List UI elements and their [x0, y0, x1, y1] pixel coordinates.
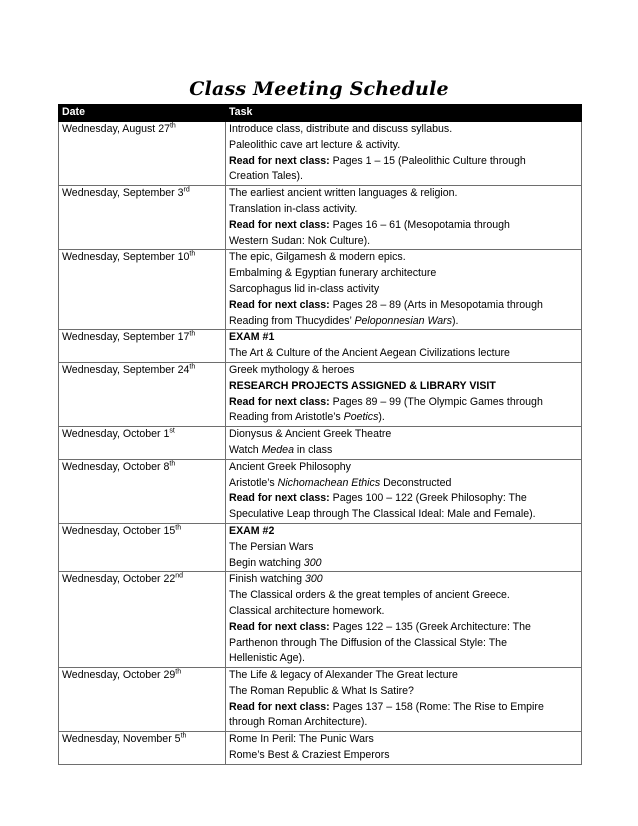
schedule-rows	[59, 122, 582, 765]
task-line	[229, 154, 578, 170]
table-row	[59, 732, 582, 765]
task-text: Finish watching	[229, 573, 305, 586]
task-text: ).	[452, 314, 459, 327]
date-ordinal-suffix: th	[189, 330, 196, 338]
task-text-bold: Read for next class:	[229, 395, 330, 408]
task-line	[229, 684, 578, 700]
task-line	[229, 748, 578, 764]
task-line	[229, 186, 578, 202]
task-line	[229, 234, 578, 250]
task-cell	[226, 459, 582, 523]
date-text: Wednesday, October 22	[62, 573, 176, 586]
task-cell	[226, 572, 582, 668]
task-text: through Roman Architecture).	[229, 716, 368, 729]
date-ordinal-suffix: th	[189, 250, 196, 258]
date-text: Wednesday, November 5	[62, 733, 181, 746]
date-cell	[59, 427, 226, 460]
schedule-table	[58, 104, 582, 765]
task-line	[229, 476, 578, 492]
page-title: Class Meeting Schedule	[189, 78, 449, 100]
task-text: Sarcophagus lid in-class activity	[229, 282, 380, 295]
table-row	[59, 330, 582, 363]
task-text: Aristotle’s	[229, 476, 278, 489]
task-line	[229, 169, 578, 185]
task-line	[229, 668, 578, 684]
table-row	[59, 523, 582, 571]
table-row	[59, 572, 582, 668]
task-text: Reading from Thucydides’	[229, 314, 355, 327]
task-text: The Roman Republic & What Is Satire?	[229, 684, 414, 697]
task-text-italic: 300	[304, 573, 323, 586]
table-row	[59, 427, 582, 460]
task-text: The Persian Wars	[229, 540, 314, 553]
task-text: Rome’s Best & Craziest Emperors	[229, 749, 390, 762]
task-text: Greek mythology & heroes	[229, 363, 355, 376]
task-line	[229, 572, 578, 588]
task-text-italic: Nichomachean Ethics	[277, 476, 381, 489]
task-text: The Life & legacy of Alexander The Great lecture	[229, 669, 458, 682]
date-cell	[59, 362, 226, 426]
task-cell	[226, 427, 582, 460]
task-line	[229, 122, 578, 138]
task-text: Pages 28 – 89 (Arts in Mesopotamia through	[329, 298, 543, 311]
task-line	[229, 700, 578, 716]
task-text-bold: EXAM #1	[229, 331, 275, 344]
task-line	[229, 298, 578, 314]
table-row	[59, 668, 582, 732]
task-cell	[226, 330, 582, 363]
date-ordinal-suffix: th	[180, 732, 187, 740]
task-text: Reading from Aristotle’s	[229, 411, 344, 424]
task-cell	[226, 362, 582, 426]
date-column-header: Date	[59, 105, 226, 122]
task-text: Parthenon through The Diffusion of the Classical Style: The	[229, 636, 507, 649]
task-text-bold: EXAM #2	[229, 524, 275, 537]
task-text: Creation Tales).	[229, 170, 303, 183]
task-text: Pages 137 – 158 (Rome: The Rise to Empire	[329, 700, 544, 713]
task-line	[229, 202, 578, 218]
task-cell	[226, 732, 582, 765]
table-row	[59, 362, 582, 426]
task-text: The Art & Culture of the Ancient Aegean Civilizations lecture	[229, 347, 510, 360]
task-cell	[226, 523, 582, 571]
date-text: Wednesday, October 1	[62, 428, 170, 441]
task-text: Pages 89 – 99 (The Olympic Games through	[329, 395, 543, 408]
task-text-bold: RESEARCH PROJECTS ASSIGNED & LIBRARY VISIT	[229, 379, 496, 392]
task-cell	[226, 668, 582, 732]
date-text: Wednesday, October 15	[62, 524, 176, 537]
task-text: Deconstructed	[380, 476, 452, 489]
date-ordinal-suffix: th	[175, 524, 182, 532]
task-line	[229, 395, 578, 411]
date-ordinal-suffix: th	[175, 668, 182, 676]
task-text: Speculative Leap through The Classical Ideal: Male and Female).	[229, 508, 536, 521]
task-text: Pages 122 – 135 (Greek Architecture: The	[329, 620, 531, 633]
task-text: Paleolithic cave art lecture & activity.	[229, 138, 401, 151]
date-cell	[59, 459, 226, 523]
date-text: Wednesday, September 24	[62, 363, 190, 376]
task-line	[229, 410, 578, 426]
date-cell	[59, 330, 226, 363]
task-text: Rome In Peril: The Punic Wars	[229, 733, 374, 746]
task-line	[229, 266, 578, 282]
task-text: Pages 100 – 122 (Greek Philosophy: The	[329, 492, 527, 505]
task-line	[229, 346, 578, 362]
task-text-bold: Read for next class:	[229, 700, 330, 713]
task-text-bold: Read for next class:	[229, 492, 330, 505]
task-text: Translation in-class activity.	[229, 202, 358, 215]
task-text: Pages 1 – 15 (Paleolithic Culture through	[329, 154, 526, 167]
task-line	[229, 427, 578, 443]
task-text: Dionysus & Ancient Greek Theatre	[229, 428, 392, 441]
task-text: ).	[378, 411, 385, 424]
task-line	[229, 620, 578, 636]
task-text-bold: Read for next class:	[229, 154, 330, 167]
task-line	[229, 491, 578, 507]
task-text: Classical architecture homework.	[229, 604, 385, 617]
date-ordinal-suffix: th	[189, 363, 196, 371]
task-column-header: Task	[226, 105, 582, 122]
date-text: Wednesday, September 10	[62, 251, 190, 264]
task-line	[229, 651, 578, 667]
task-line	[229, 282, 578, 298]
table-row	[59, 186, 582, 250]
task-line	[229, 314, 578, 330]
task-text: Ancient Greek Philosophy	[229, 460, 351, 473]
task-text: Introduce class, distribute and discuss syllabus.	[229, 123, 453, 135]
date-ordinal-suffix: th	[169, 122, 176, 130]
task-text-bold: Read for next class:	[229, 298, 330, 311]
task-text-italic: 300	[303, 556, 322, 569]
date-cell	[59, 668, 226, 732]
date-cell	[59, 732, 226, 765]
date-cell	[59, 572, 226, 668]
task-cell	[226, 122, 582, 186]
task-line	[229, 138, 578, 154]
task-line	[229, 524, 578, 540]
date-ordinal-suffix: nd	[175, 572, 184, 580]
task-text: Begin watching	[229, 556, 304, 569]
date-cell	[59, 122, 226, 186]
task-text: Watch	[229, 443, 262, 456]
task-text: Western Sudan: Nok Culture).	[229, 234, 371, 247]
task-text: The Classical orders & the great temples of ancient Greece.	[229, 589, 510, 602]
task-text-italic: Poetics	[343, 411, 379, 424]
task-line	[229, 507, 578, 523]
date-text: Wednesday, October 8	[62, 460, 170, 473]
task-line	[229, 588, 578, 604]
task-text: in class	[293, 443, 333, 456]
task-cell	[226, 250, 582, 330]
date-ordinal-suffix: rd	[183, 186, 190, 194]
task-text: The earliest ancient written languages & religion.	[229, 187, 458, 200]
date-text: Wednesday, August 27	[62, 123, 170, 135]
table-row	[59, 459, 582, 523]
task-line	[229, 443, 578, 459]
task-text: Hellenistic Age).	[229, 652, 305, 665]
task-cell	[226, 186, 582, 250]
task-line	[229, 363, 578, 379]
task-text-bold: Read for next class:	[229, 620, 330, 633]
task-text-italic: Peloponnesian Wars	[354, 314, 453, 327]
task-line	[229, 379, 578, 395]
task-line	[229, 460, 578, 476]
task-line	[229, 604, 578, 620]
task-text-italic: Medea	[261, 443, 294, 456]
task-line	[229, 218, 578, 234]
task-line	[229, 732, 578, 748]
table-row	[59, 122, 582, 186]
task-line	[229, 330, 578, 346]
task-line	[229, 636, 578, 652]
date-cell	[59, 186, 226, 250]
task-text: Pages 16 – 61 (Mesopotamia through	[329, 218, 510, 231]
task-line	[229, 556, 578, 572]
date-ordinal-suffix: st	[169, 427, 175, 435]
date-text: Wednesday, September 17	[62, 331, 190, 344]
table-row	[59, 250, 582, 330]
date-ordinal-suffix: th	[169, 460, 176, 468]
date-cell	[59, 523, 226, 571]
task-text: The epic, Gilgamesh & modern epics.	[229, 251, 406, 264]
table-header-row	[59, 105, 582, 122]
task-line	[229, 715, 578, 731]
task-line	[229, 250, 578, 266]
date-cell	[59, 250, 226, 330]
task-text: Embalming & Egyptian funerary architecture	[229, 267, 437, 280]
task-line	[229, 540, 578, 556]
date-text: Wednesday, September 3	[62, 187, 184, 200]
date-text: Wednesday, October 29	[62, 669, 176, 682]
task-text-bold: Read for next class:	[229, 218, 330, 231]
